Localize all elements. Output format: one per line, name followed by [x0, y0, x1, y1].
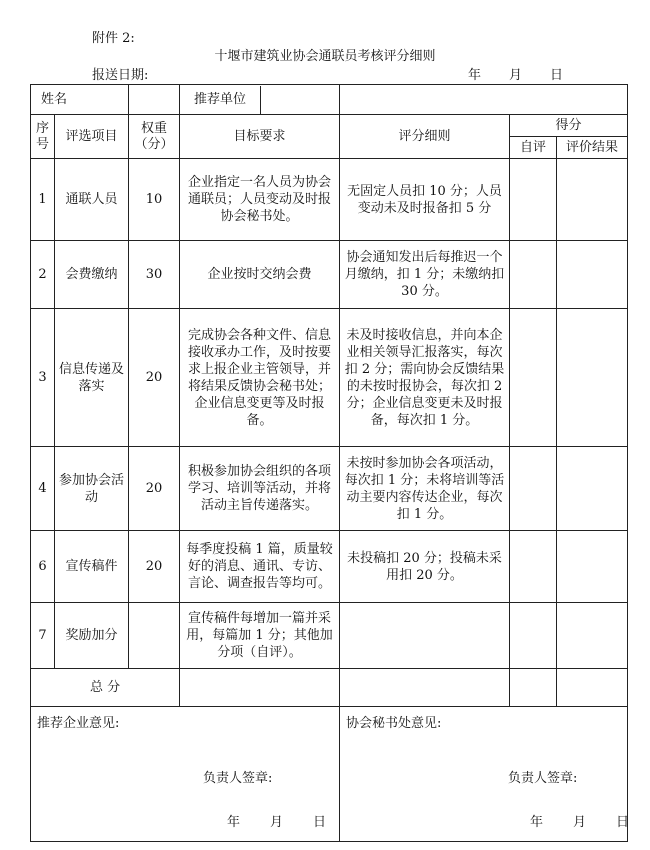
- unit-label: 推荐单位: [180, 86, 261, 114]
- association-opinion-label: 协会秘书处意见:: [346, 716, 442, 731]
- row-self-score[interactable]: [510, 531, 557, 603]
- table-row: [31, 159, 628, 241]
- row-item: 会费缴纳: [55, 241, 129, 309]
- row-item: 宣传稿件: [55, 531, 129, 603]
- row-result-score[interactable]: [557, 159, 628, 241]
- month-label: 月: [573, 815, 587, 830]
- row-self-score[interactable]: [510, 159, 557, 241]
- row-weight: 20: [129, 447, 180, 531]
- total-label: 总 分: [31, 669, 180, 707]
- row-rules: [340, 603, 510, 669]
- row-self-score[interactable]: [510, 241, 557, 309]
- row-result-score[interactable]: [557, 603, 628, 669]
- month-label: 月: [270, 815, 284, 830]
- total-goal-cell: [180, 669, 340, 707]
- col-goal-header: 目标要求: [180, 115, 340, 159]
- header-row-1: [31, 115, 628, 137]
- opinion-row: [31, 707, 628, 842]
- col-score-header: 得分: [510, 115, 628, 137]
- page-title: 十堰市建筑业协会通联员考核评分细则: [214, 49, 436, 64]
- row-goal: 积极参加协会组织的各项学习、培训等活动，并将活动主旨传递落实。: [180, 447, 340, 531]
- row-self-score[interactable]: [510, 309, 557, 447]
- row-result-score[interactable]: [557, 447, 628, 531]
- total-rules-cell: [340, 669, 510, 707]
- row-result-score[interactable]: [557, 309, 628, 447]
- row-item: 信息传递及落实: [55, 309, 129, 447]
- row-weight: [129, 603, 180, 669]
- col-result-header: 评价结果: [557, 137, 628, 159]
- year-label: 年: [530, 815, 544, 830]
- enterprise-opinion-cell[interactable]: [31, 707, 340, 842]
- info-row: [31, 85, 628, 115]
- row-rules: 无固定人员扣 10 分；人员变动未及时报备扣 5 分: [340, 159, 510, 241]
- association-opinion-cell[interactable]: [340, 707, 628, 842]
- row-goal: 完成协会各种文件、信息接收承办工作，及时按要求上报企业主管领导，并将结果反馈协会秘书处；企业信息变更等及时报备。: [180, 309, 340, 447]
- row-self-score[interactable]: [510, 447, 557, 531]
- row-goal: 宣传稿件每增加一篇并采用，每篇加 1 分；其他加分项（自评）。: [180, 603, 340, 669]
- row-rules: 未及时接收信息，并向本企业相关领导汇报落实，每次扣 2 分；需向协会反馈结果的未按时报协会，每次扣 2 分；企业信息变更未及时报备，每次扣 1 分。: [340, 309, 510, 447]
- name-value-cell[interactable]: [129, 85, 180, 115]
- col-rules-header: 评分细则: [340, 115, 510, 159]
- table-row: [31, 241, 628, 309]
- col-no-header: 序号: [31, 115, 55, 159]
- day-label: 日: [550, 68, 564, 83]
- table-row: [31, 603, 628, 669]
- row-weight: 20: [129, 531, 180, 603]
- col-item-header: 评选项目: [55, 115, 129, 159]
- row-no: 3: [31, 309, 55, 447]
- attachment-label: 附件 2:: [92, 31, 135, 46]
- row-weight: 10: [129, 159, 180, 241]
- total-self-score[interactable]: [510, 669, 557, 707]
- row-item: 参加协会活动: [55, 447, 129, 531]
- row-no: 7: [31, 603, 55, 669]
- col-weight-header: 权重（分）: [129, 115, 180, 159]
- col-self-header: 自评: [510, 137, 557, 159]
- row-self-score[interactable]: [510, 603, 557, 669]
- row-weight: 30: [129, 241, 180, 309]
- association-sign-label: 负责人签章:: [508, 771, 578, 786]
- row-result-score[interactable]: [557, 241, 628, 309]
- table-row: [31, 447, 628, 531]
- day-label: 日: [313, 815, 327, 830]
- row-no: 1: [31, 159, 55, 241]
- enterprise-sign-label: 负责人签章:: [203, 771, 273, 786]
- enterprise-date: [227, 814, 326, 831]
- association-date: [530, 814, 629, 831]
- row-rules: 未投稿扣 20 分；投稿未采用扣 20 分。: [340, 531, 510, 603]
- table-row: [31, 309, 628, 447]
- submit-date-label: 报送日期:: [92, 68, 149, 83]
- table-row: [31, 531, 628, 603]
- row-weight: 20: [129, 309, 180, 447]
- row-goal: 企业指定一名人员为协会通联员；人员变动及时报协会秘书处。: [180, 159, 340, 241]
- row-no: 2: [31, 241, 55, 309]
- row-no: 6: [31, 531, 55, 603]
- row-result-score[interactable]: [557, 531, 628, 603]
- row-goal: 企业按时交纳会费: [180, 241, 340, 309]
- name-label: 姓名: [31, 85, 129, 115]
- day-label: 日: [616, 815, 630, 830]
- month-label: 月: [509, 68, 523, 83]
- row-rules: 未按时参加协会各项活动，每次扣 1 分；未将培训等活动主要内容传达企业，每次扣 1 分。: [340, 447, 510, 531]
- row-rules: 协会通知发出后每推迟一个月缴纳，扣 1 分；未缴纳扣 30 分。: [340, 241, 510, 309]
- year-label: 年: [227, 815, 241, 830]
- total-result-score[interactable]: [557, 669, 628, 707]
- row-no: 4: [31, 447, 55, 531]
- scoring-table: [30, 84, 628, 842]
- row-item: 通联人员: [55, 159, 129, 241]
- unit-value-cell[interactable]: [340, 85, 628, 115]
- total-row: [31, 669, 628, 707]
- row-item: 奖励加分: [55, 603, 129, 669]
- submit-date-fields: [468, 64, 563, 83]
- year-label: 年: [468, 68, 482, 83]
- row-goal: 每季度投稿 1 篇，质量较好的消息、通讯、专访、言论、调查报告等均可。: [180, 531, 340, 603]
- enterprise-opinion-label: 推荐企业意见:: [37, 716, 120, 731]
